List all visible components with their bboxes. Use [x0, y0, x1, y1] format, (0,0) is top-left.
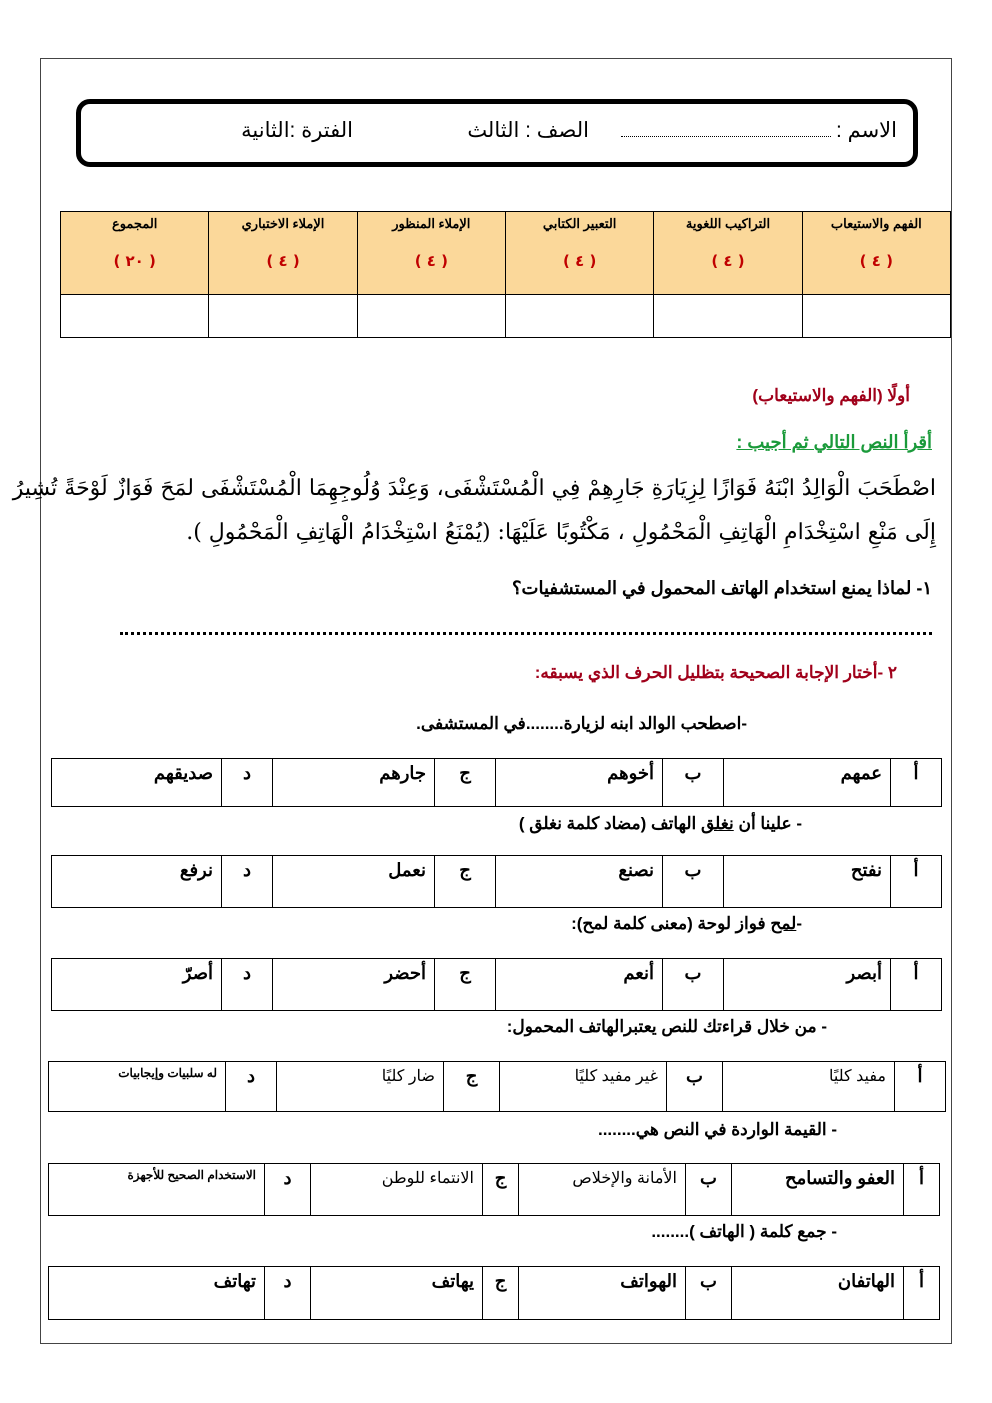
score-cell[interactable]: [654, 295, 802, 338]
name-field[interactable]: [621, 136, 831, 137]
option-letter[interactable]: أ: [891, 959, 942, 1011]
option-text[interactable]: الهاتفان: [732, 1267, 904, 1320]
option-text[interactable]: أصرّ: [52, 959, 222, 1011]
option-letter[interactable]: أ: [891, 759, 942, 807]
score-header-comprehension: الفهم والاستيعاب ( ٤ ): [802, 212, 950, 295]
passage-line-2: إِلَى مَنْعِ اسْتِخْدَامِ الْهَاتِفِ الْمَحْمُولِ ، مَكْتُوبًا عَلَيْهَا: (يُمْنَعُ اسْتِخْدَامُ الْهَاتِفِ الْمَحْمُولِ ).: [186, 520, 936, 545]
name-label: الاسم :: [835, 119, 897, 142]
option-text[interactable]: عمهم: [724, 759, 891, 807]
mcq-4-stem: - من خلال قراءتك للنص يعتبرالهاتف المحمول:: [506, 1017, 827, 1036]
option-text[interactable]: ضار كليًا: [277, 1062, 444, 1112]
option-letter[interactable]: ب: [667, 1062, 723, 1112]
option-letter[interactable]: ب: [663, 759, 724, 807]
question-2-instruction: ٢ -أختار الإجابة الصحيحة بتظليل الحرف الذي يسبقه:: [534, 663, 897, 682]
option-letter[interactable]: أ: [895, 1062, 946, 1112]
mcq-6-options: [48, 1266, 940, 1320]
option-letter[interactable]: ج: [483, 1267, 519, 1320]
mcq-1-stem: -اصطحب الوالد ابنه لزيارة........في المستشفى.: [416, 714, 747, 733]
option-text[interactable]: الأمانة والإخلاص: [519, 1164, 686, 1216]
option-text[interactable]: يهاتف: [311, 1267, 483, 1320]
mcq-3-options: [51, 958, 942, 1011]
mcq-4-options: [48, 1061, 946, 1112]
option-text[interactable]: الهواتف: [519, 1267, 686, 1320]
option-letter[interactable]: ب: [686, 1267, 732, 1320]
option-letter[interactable]: د: [222, 759, 273, 807]
option-text[interactable]: صديقهم: [52, 759, 222, 807]
mcq-5-stem: - القيمة الواردة في النص هي........: [597, 1120, 837, 1139]
question-1: ١- لماذا يمنع استخدام الهاتف المحمول في المستشفيات؟: [512, 578, 932, 598]
section-title: أولًا (الفهم والاستيعاب): [752, 386, 910, 405]
option-text[interactable]: مفيد كليًا: [723, 1062, 895, 1112]
mcq-3-stem: -لمح فواز لوحة (معنى كلمة لمح):: [571, 914, 802, 933]
score-header-structures: التراكيب اللغوية ( ٤ ): [654, 212, 802, 295]
option-letter[interactable]: د: [265, 1267, 311, 1320]
score-table: [60, 211, 951, 338]
score-cell[interactable]: [209, 295, 357, 338]
term-label: الفترة :الثانية: [241, 119, 353, 142]
option-letter[interactable]: ب: [663, 856, 724, 908]
option-text[interactable]: نرفع: [52, 856, 222, 908]
score-cell[interactable]: [357, 295, 505, 338]
option-letter[interactable]: د: [265, 1164, 311, 1216]
option-letter[interactable]: ب: [663, 959, 724, 1011]
option-text[interactable]: نعمل: [273, 856, 435, 908]
score-header-writing: التعبير الكتابي ( ٤ ): [506, 212, 654, 295]
mcq-2-stem: - علينا أن نغلق الهاتف (مضاد كلمة نغلق ): [518, 814, 802, 833]
option-letter[interactable]: ج: [435, 856, 496, 908]
option-text[interactable]: الاستخدام الصحيح للأجهزة: [49, 1164, 265, 1216]
passage-line-1: اصْطَحَبَ الْوَالِدُ ابْنَهُ فَوَازًا لِزِيَارَةِ جَارِهِمْ فِي الْمُسْتَشْفَى، وَعِنْدَ وُلُوجِهِمَا الْمُسْتَشْفَى لمَحَ فَوَازٌ لَوْحَةً تُشِيرُ: [12, 476, 936, 501]
mcq-6-stem: - جمع كلمة ( الهاتف )........: [651, 1222, 837, 1241]
option-letter[interactable]: ج: [435, 759, 496, 807]
option-letter[interactable]: أ: [904, 1267, 940, 1320]
score-header-dictation-seen: الإملاء المنظور ( ٤ ): [357, 212, 505, 295]
option-letter[interactable]: د: [226, 1062, 277, 1112]
option-text[interactable]: نصنع: [496, 856, 663, 908]
grade-label: الصف : الثالث: [467, 119, 589, 142]
option-text[interactable]: غير مفيد كليًا: [500, 1062, 667, 1112]
score-cell[interactable]: [802, 295, 950, 338]
option-text[interactable]: أنعم: [496, 959, 663, 1011]
score-cell[interactable]: [61, 295, 209, 338]
option-text[interactable]: أبصر: [724, 959, 891, 1011]
option-letter[interactable]: ج: [483, 1164, 519, 1216]
option-letter[interactable]: أ: [891, 856, 942, 908]
score-header-dictation-test: الإملاء الاختباري ( ٤ ): [209, 212, 357, 295]
answer-line[interactable]: [120, 632, 932, 635]
option-text[interactable]: نفتح: [724, 856, 891, 908]
option-text[interactable]: أخوهم: [496, 759, 663, 807]
option-letter[interactable]: ج: [435, 959, 496, 1011]
option-text[interactable]: تهاتف: [49, 1267, 265, 1320]
option-text[interactable]: أحضر: [273, 959, 435, 1011]
option-letter[interactable]: ب: [686, 1164, 732, 1216]
mcq-1-options: [51, 758, 942, 807]
mcq-2-options: [51, 855, 942, 908]
option-text[interactable]: جارهم: [273, 759, 435, 807]
option-letter[interactable]: أ: [904, 1164, 940, 1216]
option-text[interactable]: الانتماء للوطن: [311, 1164, 483, 1216]
option-letter[interactable]: د: [222, 959, 273, 1011]
score-cell[interactable]: [506, 295, 654, 338]
student-info-box: [76, 99, 918, 167]
option-letter[interactable]: د: [222, 856, 273, 908]
score-header-total: المجموع ( ٢٠ ): [61, 212, 209, 295]
option-text[interactable]: له سلبيات وإيجابيات: [49, 1062, 226, 1112]
option-letter[interactable]: ج: [444, 1062, 500, 1112]
option-text[interactable]: العفو والتسامح: [732, 1164, 904, 1216]
reading-instruction: أقرأ النص التالي ثم أجيب :: [736, 432, 932, 452]
mcq-5-options: [48, 1163, 940, 1216]
